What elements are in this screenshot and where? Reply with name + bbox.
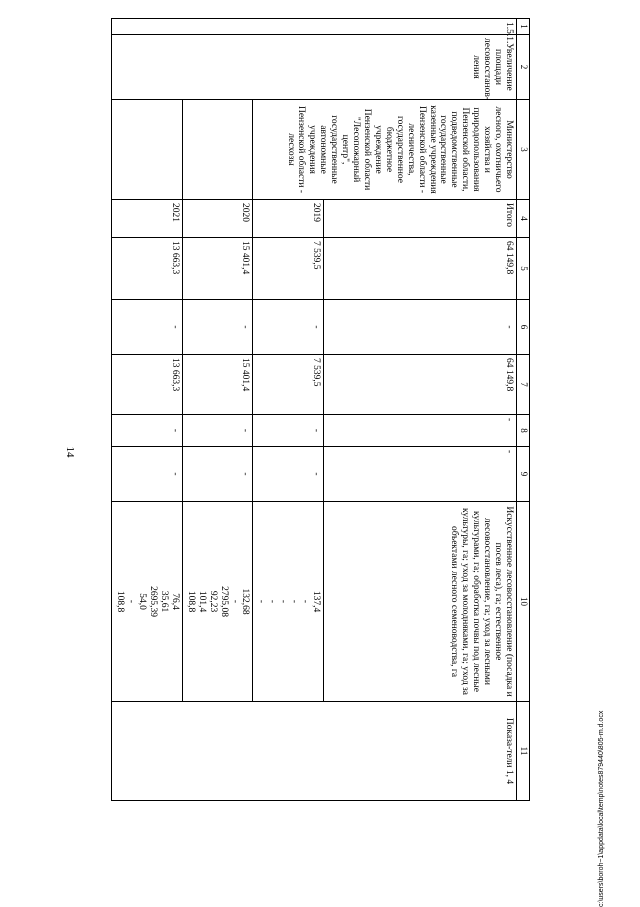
year-col8: - [253, 415, 324, 447]
year-col5: 15 401,4 [182, 238, 253, 300]
col-num-1: 1 [517, 19, 530, 35]
year-label: 2019 [253, 200, 324, 238]
year-col9: - [112, 447, 183, 502]
executors-continued [112, 100, 183, 200]
year-values: 132,68 - 2795,08 92,23 101,4 108,8 [182, 502, 253, 702]
table-row-year [112, 19, 183, 801]
col-num-10: 10 [517, 502, 530, 702]
col-num-8: 8 [517, 415, 530, 447]
year-col8: - [182, 415, 253, 447]
total-col9: - [324, 447, 517, 502]
col-num-3: 3 [517, 100, 530, 200]
col-num-9: 9 [517, 447, 530, 502]
total-col6: - [324, 300, 517, 355]
footer-file-path: c:\users\boroh~1\appdata\local\temp\notes879440\805-m.d.ocx [598, 710, 605, 907]
year-values: 76,4 35,61 2695,39 54,0 - 108,8 [112, 502, 183, 702]
total-col7: 64 149,8 [324, 355, 517, 415]
year-col7: 13 663,3 [112, 355, 183, 415]
col-num-11: 11 [517, 702, 530, 801]
year-col7: 15 401,4 [182, 355, 253, 415]
year-col9: - [253, 447, 324, 502]
year-col6: - [112, 300, 183, 355]
year-col8: - [112, 415, 183, 447]
total-col5: 64 149,8 [324, 238, 517, 300]
col-num-7: 7 [517, 355, 530, 415]
year-col7: 7 539,5 [253, 355, 324, 415]
year-col6: - [182, 300, 253, 355]
rotated-table-frame [90, 18, 530, 800]
year-col9: - [182, 447, 253, 502]
year-label: 2020 [182, 200, 253, 238]
row-name: Увеличение площади лесовосстанов-ления [112, 35, 517, 100]
table-row-year [182, 19, 253, 801]
table-row-total [324, 19, 517, 801]
year-values: 137,4 - - - - - [253, 502, 324, 702]
row-executors: Министерство лесного, охотничьего хозяйства и природопользования Пензенской области, подведомственные государственные казенные учреждения Пензенской области - лесничества, государственное бюджетное учреждение Пензенской области "Лесопожарный центр", государственные автономные учреждения Пензенской области - лесхозы [253, 100, 517, 200]
year-col5: 7 539,5 [253, 238, 324, 300]
col-num-2: 2 [517, 35, 530, 100]
col-num-6: 6 [517, 300, 530, 355]
col-num-4: 4 [517, 200, 530, 238]
column-number-row [517, 19, 530, 801]
page-number: 14 [64, 446, 76, 458]
total-col8: - [324, 415, 517, 447]
program-table [111, 18, 530, 801]
executors-continued [182, 100, 253, 200]
row-code: 1.5.1. [112, 19, 517, 35]
total-label: Итого [324, 200, 517, 238]
year-col6: - [253, 300, 324, 355]
col-num-5: 5 [517, 238, 530, 300]
indicators-text: Искусственное лесовосстановление (посадка и посев леса), га; естественное лесовосстановление, га; уход за лесными культурами, га; обработка почвы под лесные культуры, га; уход за молодняками, га; уход за объектами лесного семеноводства, га [324, 502, 517, 702]
indicator-refs: Показа-тели 1, 4 [112, 702, 517, 801]
year-label: 2021 [112, 200, 183, 238]
year-col5: 13 663,3 [112, 238, 183, 300]
